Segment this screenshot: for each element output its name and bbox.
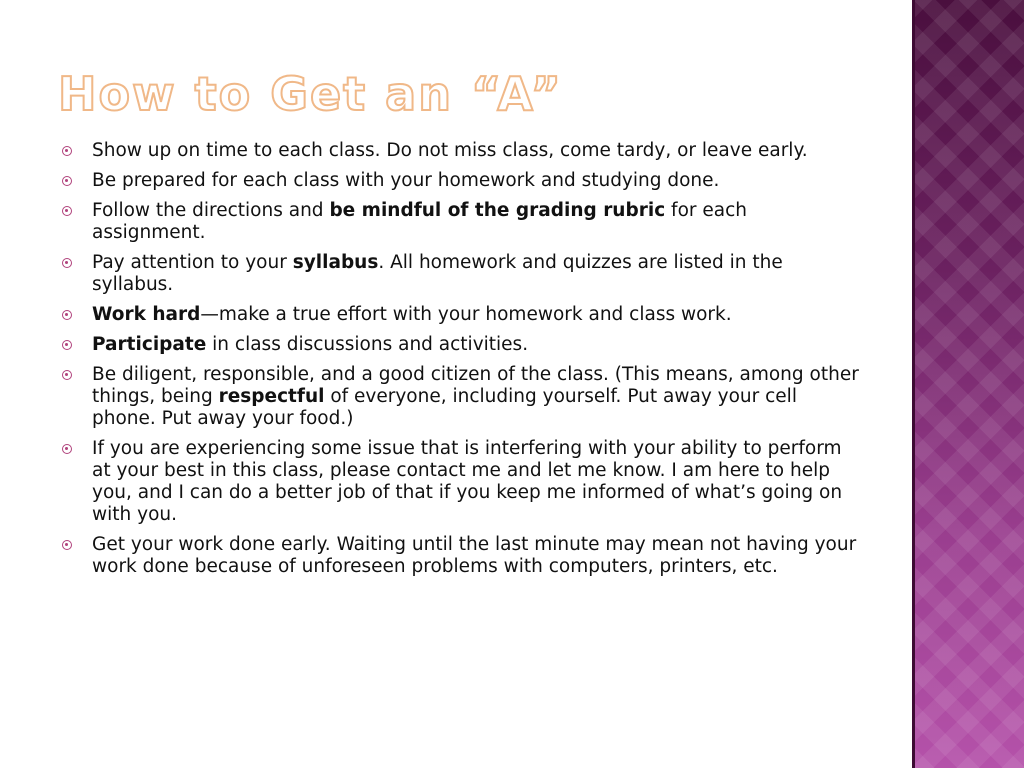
bullet-text: Follow the directions and — [92, 200, 330, 221]
bullet-text: —make a true effort with your homework and class work. — [200, 304, 732, 325]
side-band-edge — [912, 0, 915, 768]
bullet-item — [62, 252, 862, 296]
bullet-item — [62, 304, 862, 326]
bullet-text: of everyone, including yourself. Put away your cell phone. Put away your food.) — [92, 386, 797, 429]
bullet-circle-icon — [62, 370, 72, 380]
bullet-text: Show up on time to each class. Do not miss class, come tardy, or leave early. — [92, 140, 808, 161]
bullet-item — [62, 438, 862, 526]
bullet-item — [62, 334, 862, 356]
bullet-text: Get your work done early. Waiting until the last minute may mean not having your work done because of unforeseen problems with computers, printers, etc. — [92, 534, 857, 577]
slide-title: How to Get an “A” — [58, 67, 563, 121]
bullet-circle-icon — [62, 258, 72, 268]
bullet-text: If you are experiencing some issue that is interfering with your ability to perform at your best in this class, please contact me and let me know. I am here to help you, and I can do a better job of that if you keep me informed of what’s going on with you. — [92, 438, 843, 525]
bullet-text: Pay attention to your — [92, 252, 293, 273]
bullet-item — [62, 170, 862, 192]
bullet-item — [62, 534, 862, 578]
bullet-circle-icon — [62, 310, 72, 320]
bullet-circle-icon — [62, 176, 72, 186]
bullet-emphasis: be mindful of the grading rubric — [329, 200, 666, 221]
bullet-circle-icon — [62, 340, 72, 350]
bullet-emphasis: Work hard — [92, 304, 201, 325]
bullet-text: Be diligent, responsible, and a good citizen of the class. (This means, among other things, being — [92, 364, 859, 407]
bullet-item — [62, 364, 862, 430]
bullet-text: . All homework and quizzes are listed in the syllabus. — [92, 252, 783, 295]
bullet-circle-icon — [62, 444, 72, 454]
bullet-list — [62, 140, 862, 586]
bullet-emphasis: syllabus — [292, 252, 379, 273]
bullet-emphasis: Participate — [92, 334, 207, 355]
bullet-item — [62, 200, 862, 244]
bullet-item — [62, 140, 862, 162]
bullet-text: in class discussions and activities. — [206, 334, 529, 355]
bullet-circle-icon — [62, 540, 72, 550]
bullet-emphasis: respectful — [218, 386, 325, 407]
decorative-side-band — [912, 0, 1024, 768]
bullet-circle-icon — [62, 206, 72, 216]
bullet-text: Be prepared for each class with your homework and studying done. — [92, 170, 720, 191]
bullet-text: for each assignment. — [92, 200, 747, 243]
bullet-circle-icon — [62, 146, 72, 156]
